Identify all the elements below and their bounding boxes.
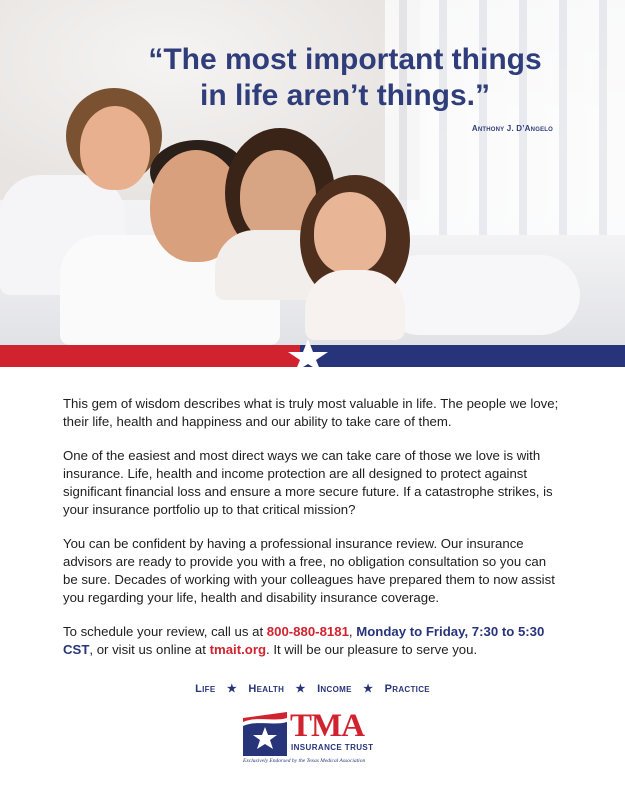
paragraph-4-text-a: To schedule your review, call us at [63, 624, 267, 639]
paragraph-4 [63, 623, 563, 659]
star-separator-icon: ★ [363, 683, 374, 695]
tma-logo [243, 708, 383, 768]
hero-photo [0, 0, 625, 345]
logo-flag-icon [243, 712, 287, 756]
tagline-life: Life [195, 683, 216, 695]
paragraph-4-text-c: , or visit us online at [89, 642, 210, 657]
star-separator-icon: ★ [226, 683, 237, 695]
office-hours: Monday to Friday, 7:30 to 5:30 CST [63, 624, 545, 657]
logo-star-icon [243, 712, 287, 756]
pillow [380, 255, 580, 335]
quote-line-2: in life aren’t things.” [199, 79, 491, 112]
hero-quote [130, 42, 560, 114]
tagline-practice: Practice [384, 683, 430, 695]
tagline [0, 682, 625, 695]
paragraph-3: You can be confident by having a professional insurance review. Our insurance advisors are ready to provide you with a free, no obligation consultation so you can be sure. Decades of working with your colleagues have prepared them to now assist you regarding your life, health and disability insurance coverage. [63, 536, 555, 605]
paragraph-4-text-d: . It will be our pleasure to serve you. [266, 642, 478, 657]
flag-band-red [0, 345, 300, 367]
tagline-income: Income [317, 683, 352, 695]
star-icon [284, 338, 332, 372]
flag-band-blue [300, 345, 625, 367]
paragraph-2: One of the easiest and most direct ways we can take care of those we love is with insurance. Life, health and income protection are all designed to protect against significant financial loss and ensure a more secure future. If a catastrophe strikes, is your insurance portfolio up to that critical mission? [63, 448, 553, 517]
quote-attribution: Anthony J. D’Angelo [471, 124, 553, 133]
logo-endorsement: Exclusively Endorsed by the Texas Medical Association [243, 758, 366, 764]
star-separator-icon: ★ [295, 683, 306, 695]
paragraph-4-text-b: , [348, 624, 357, 639]
website-link[interactable]: tmait.org [209, 642, 267, 657]
paragraph-1: This gem of wisdom describes what is truly most valuable in life. The people we love; their life, health and happiness and our ability to take care of them. [63, 396, 559, 429]
logo-subtitle: INSURANCE TRUST [291, 743, 374, 752]
phone-link[interactable]: 800-880-8181 [266, 624, 349, 639]
logo-wordmark: TMA [290, 708, 364, 744]
body-copy [63, 395, 563, 675]
tagline-health: Health [248, 683, 285, 695]
quote-line-1: “The most important things [148, 43, 542, 76]
